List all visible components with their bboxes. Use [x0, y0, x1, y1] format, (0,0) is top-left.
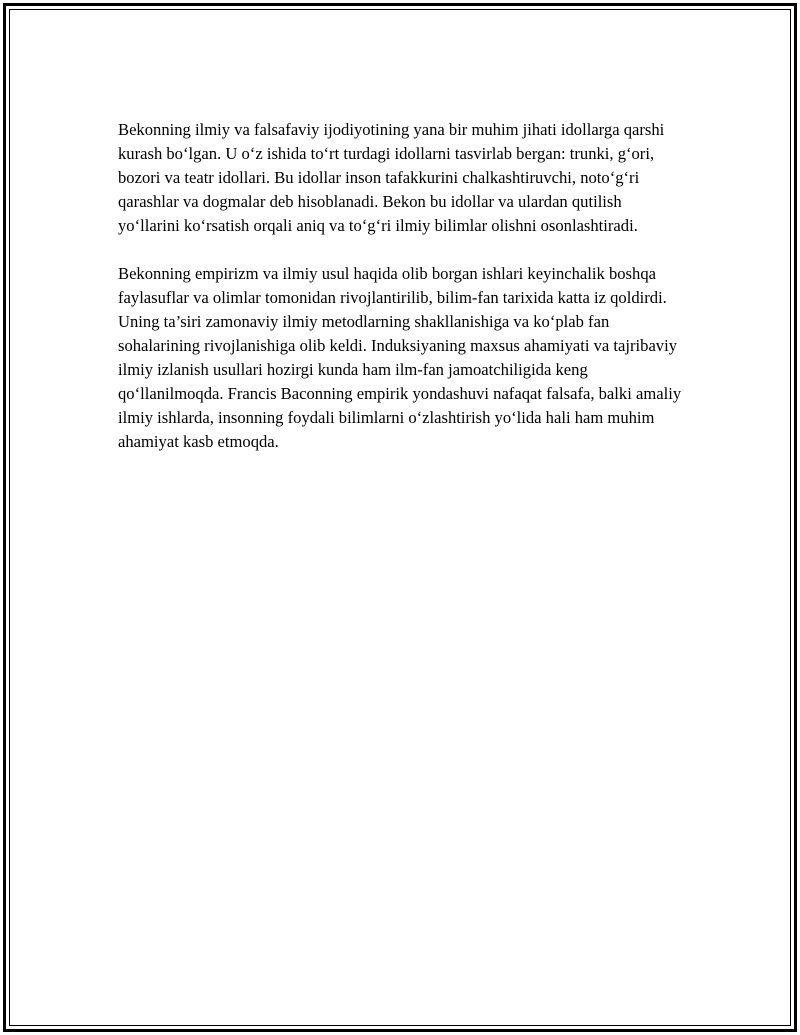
- document-body: [118, 118, 684, 478]
- paragraph-idols: Bekonning ilmiy va falsafaviy ijodiyotining yana bir muhim jihati idollarga qarshi kurash bo‘lgan. U o‘z ishida to‘rt turdagi idollarni tasvirlab bergan: trunki, g‘ori, bozori va teatr idollari. Bu idollar inson tafakkurini chalkashtiruvchi, noto‘g‘ri qarashlar va dogmalar deb hisoblanadi. Bekon bu idollar va ulardan qutilish yo‘llarini ko‘rsatish orqali aniq va to‘g‘ri ilmiy bilimlar olishni osonlashtiradi.: [118, 120, 665, 235]
- paragraph-empiricism-legacy: Bekonning empirizm va ilmiy usul haqida olib borgan ishlari keyinchalik boshqa faylasuflar va olimlar tomonidan rivojlantirilib, bilim-fan tarixida katta iz qoldirdi. Uning ta’siri zamonaviy ilmiy metodlarning shakllanishiga va ko‘plab fan sohalarining rivojlanishiga olib keldi. Induksiyaning maxsus ahamiyati va tajribaviy ilmiy izlanish usullari hozirgi kunda ham ilm-fan jamoatchiligida keng qo‘llanilmoqda. Francis Baconning empirik yondashuvi nafaqat falsafa, balki amaliy ilmiy ishlarda, insonning foydali bilimlarni o‘zlashtirish yo‘lida hali ham muhim ahamiyat kasb etmoqda.: [118, 264, 682, 451]
